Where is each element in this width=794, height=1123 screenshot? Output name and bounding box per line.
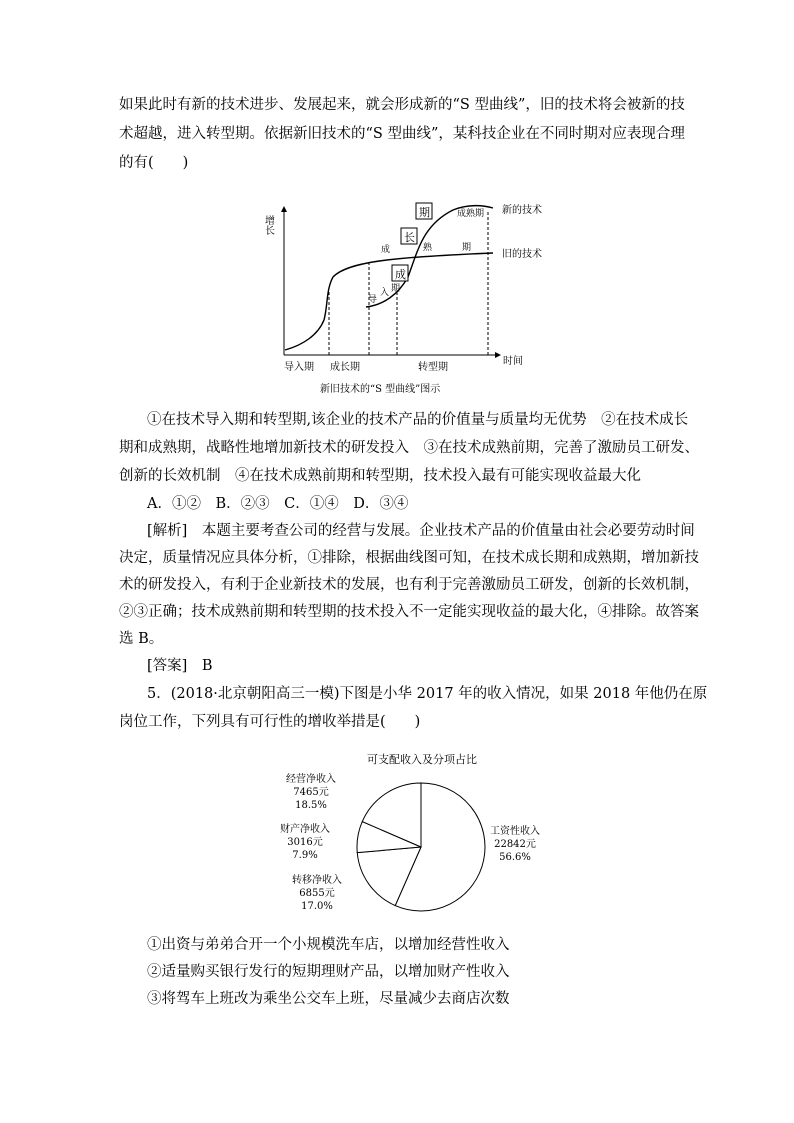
option-text-line: 创新的长效机制 ④在技术成熟前期和转型期，技术投入最有可能实现收益最大化 bbox=[119, 468, 641, 484]
analysis-line: ②③正确；技术成熟前期和转型期的技术投入不一定能实现收益的最大化，④排除。故答案 bbox=[119, 604, 699, 620]
answer-choices: A．①② B．②③ C．①④ D．③④ bbox=[147, 496, 409, 512]
option-text-line: ①在技术导入期和转型期,该企业的技术产品的价值量与质量均无优势 ②在技术成长 bbox=[147, 412, 689, 428]
svg-text:7.9%: 7.9% bbox=[292, 850, 318, 861]
svg-text:22842元: 22842元 bbox=[494, 839, 536, 850]
slice-label-transfer bbox=[292, 873, 342, 912]
analysis-line: [解析] 本题主要考查公司的经营与发展。企业技术产品的价值量由社会必要劳动时间 bbox=[147, 523, 695, 539]
slice-label-property bbox=[280, 822, 330, 861]
curve-label: 期 bbox=[391, 284, 401, 294]
x-axis-label: 时间 bbox=[503, 356, 523, 367]
curve-label: 入 bbox=[380, 288, 390, 298]
question-5-line: 5．(2018·北京朝阳高三一模)下图是小华 2017 年的收入情况，如果 2018 年他仍在原 bbox=[147, 686, 708, 702]
curve-label: 熟 bbox=[423, 243, 433, 253]
boxed-char-text: 成 bbox=[395, 268, 406, 281]
old-tech-curve bbox=[285, 253, 493, 350]
svg-text:18.5%: 18.5% bbox=[295, 800, 327, 811]
svg-text:7465元: 7465元 bbox=[293, 787, 329, 798]
question-text-line: 的有( ) bbox=[119, 155, 189, 171]
slice-label-wage bbox=[490, 824, 540, 863]
mature-period-label: 成熟期 bbox=[457, 209, 485, 219]
boxed-char-text: 期 bbox=[419, 206, 430, 219]
analysis-line: 术的研发投入，有利于企业新技术的发展，也有利于完善激励员工研发，创新的长效机制， bbox=[119, 577, 699, 593]
curve-label: 成 bbox=[381, 245, 391, 255]
measure-line: ③将驾车上班改为乘坐公交车上班，尽量减少去商店次数 bbox=[147, 991, 510, 1007]
period-label: 导入期 bbox=[284, 362, 314, 373]
svg-text:经营净收入: 经营净收入 bbox=[286, 774, 336, 785]
question-5-line: 岗位工作，下列具有可行性的增收举措是( ) bbox=[119, 714, 421, 730]
option-text-line: 期和成熟期，战略性地增加新技术的研发投入 ③在技术成熟前期，完善了激励员工研发、 bbox=[119, 440, 699, 456]
svg-text:财产净收入: 财产净收入 bbox=[280, 824, 330, 835]
income-pie-chart bbox=[255, 745, 575, 920]
curve-label: 期 bbox=[462, 243, 472, 253]
y-axis-label: 增长 bbox=[262, 215, 274, 235]
slice-label-business bbox=[286, 772, 336, 811]
analysis-line: 决定，质量情况应具体分析，①排除，根据曲线图可知，在技术成长期和成熟期，增加新技 bbox=[119, 550, 699, 566]
measure-line: ②适量购买银行发行的短期理财产品，以增加财产性收入 bbox=[147, 964, 510, 980]
s-curve-figure bbox=[258, 195, 558, 400]
svg-text:3016元: 3016元 bbox=[287, 837, 323, 848]
new-tech-label: 新的技术 bbox=[502, 205, 542, 216]
period-label: 成长期 bbox=[330, 362, 360, 373]
question-text-line: 术超越，进入转型期。依据新旧技术的“S 型曲线”，某科技企业在不同时期对应表现合理 bbox=[119, 126, 685, 142]
svg-text:17.0%: 17.0% bbox=[301, 901, 333, 912]
chart-title: 可支配收入及分项占比 bbox=[367, 753, 477, 766]
svg-text:56.6%: 56.6% bbox=[499, 852, 531, 863]
old-tech-label: 旧的技术 bbox=[502, 249, 542, 260]
question-text-line: 如果此时有新的技术进步、发展起来，就会形成新的“S 型曲线”，旧的技术将会被新的技 bbox=[119, 97, 685, 113]
measure-line: ①出资与弟弟合开一个小规模洗车店，以增加经营性收入 bbox=[147, 937, 510, 953]
curve-label: 导 bbox=[368, 295, 378, 305]
svg-text:转移净收入: 转移净收入 bbox=[292, 875, 342, 886]
svg-text:6855元: 6855元 bbox=[299, 888, 335, 899]
analysis-line: 选 B。 bbox=[119, 631, 164, 647]
period-label: 转型期 bbox=[418, 362, 448, 373]
answer-line: [答案] B bbox=[147, 658, 213, 674]
boxed-char-text: 长 bbox=[404, 231, 415, 244]
figure-caption: 新旧技术的“S 型曲线”图示 bbox=[320, 384, 441, 395]
svg-text:工资性收入: 工资性收入 bbox=[490, 826, 540, 837]
